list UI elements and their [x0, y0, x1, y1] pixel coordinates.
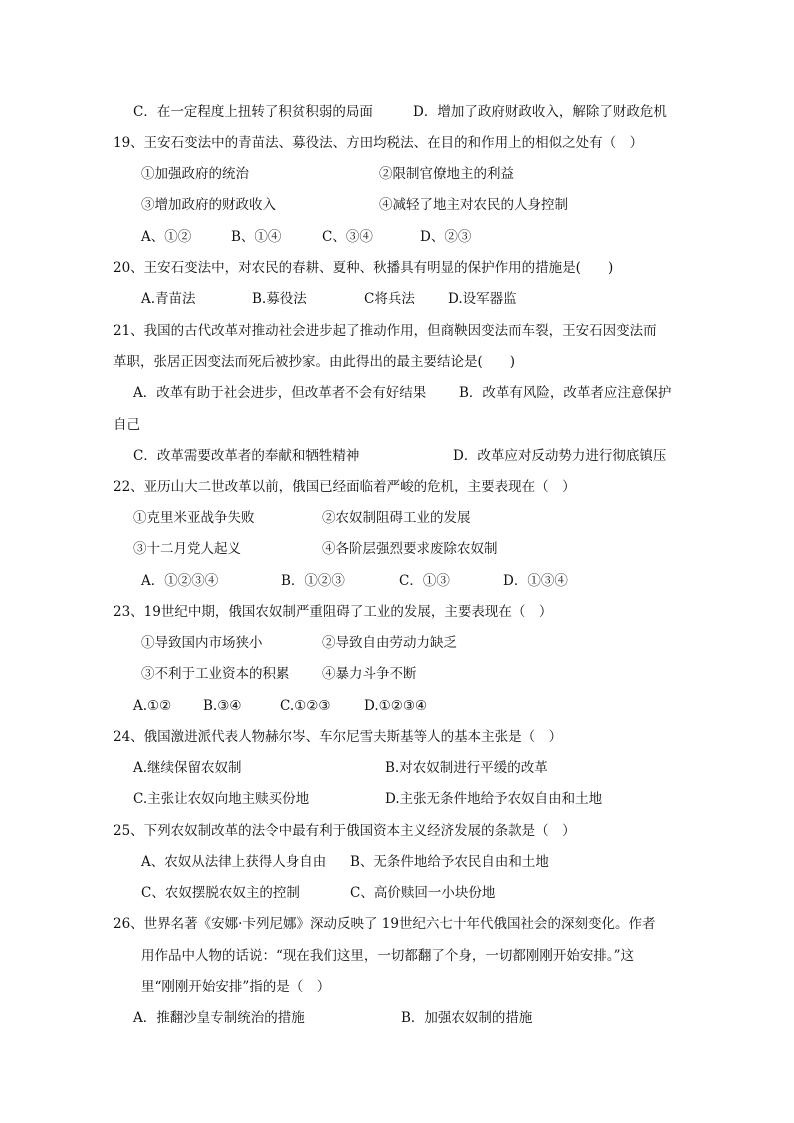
- q18-option-c: C．在一定程度上扭转了积贫积弱的局面: [133, 104, 373, 120]
- q19-item-4: ④减轻了地主对农民的人身控制: [379, 197, 568, 213]
- q19-option-a: A、①②: [141, 229, 192, 245]
- q24-stem: 24、俄国激进派代表人物赫尔岑、车尔尼雪夫斯基等人的基本主张是（ ）: [113, 729, 563, 745]
- q25-option-c: C、农奴摆脱农奴主的控制: [141, 885, 300, 901]
- q23-option-c: C.①②③: [280, 698, 331, 714]
- q19-option-b: B、①④: [231, 229, 282, 245]
- q22-option-b: B．①②③: [281, 573, 345, 589]
- q25-option-b: B、无条件地给予农民自由和土地: [350, 854, 549, 870]
- q21-option-b-cont: 自己: [113, 417, 140, 433]
- q21-option-a: A．改革有助于社会进步，但改革者不会有好结果: [133, 385, 427, 401]
- q21-option-c: C．改革需要改革者的奉献和牺牲精神: [133, 448, 360, 464]
- q23-item-3: ③不利于工业资本的积累: [141, 666, 290, 682]
- q21-option-b: B．改革有风险，改革者应注意保护: [459, 385, 672, 401]
- q24-option-b: B.对农奴制进行平缓的改革: [385, 760, 548, 776]
- q22-option-d: D．①③④: [503, 573, 568, 589]
- q21-stem-line-1: 21、我国的古代改革对推动社会进步起了推动作用，但商鞅因变法而车裂，王安石因变法而: [113, 323, 657, 339]
- q26-stem-line-1: 26、世界名著《安娜·卡列尼娜》深动反映了 19世纪六七十年代俄国社会的深刻变化。作者: [113, 916, 656, 932]
- q23-item-4: ④暴力斗争不断: [322, 666, 417, 682]
- q19-option-c: C、③④: [322, 229, 373, 245]
- q23-stem: 23、19世纪中期，俄国农奴制严重阻碍了工业的发展，主要表现在（ ）: [113, 604, 553, 620]
- q21-stem-line-2: 革职，张居正因变法而死后被抄家。由此得出的最主要结论是( ): [113, 354, 516, 370]
- q19-stem: 19、王安石变法中的青苗法、募役法、方田均税法、在目的和作用上的相似之处有（ ）: [113, 135, 644, 151]
- q23-option-b: B.③④: [203, 698, 242, 714]
- q22-item-1: ①克里米亚战争失败: [133, 510, 255, 526]
- q21-option-d: D．改革应对反动势力进行彻底镇压: [453, 448, 667, 464]
- q20-option-a: A.青苗法: [141, 291, 196, 307]
- q20-option-c: C将兵法: [364, 291, 415, 307]
- q20-stem: 20、王安石变法中，对农民的春耕、夏种、秋播具有明显的保护作用的措施是( ): [113, 260, 614, 276]
- q24-option-a: A.继续保留农奴制: [133, 760, 242, 776]
- q22-item-3: ③十二月党人起义: [133, 541, 241, 557]
- q23-option-a: A.①②: [133, 698, 172, 714]
- q22-stem: 22、亚历山大二世改革以前，俄国已经面临着严峻的危机，主要表现在（ ）: [113, 479, 576, 495]
- q22-option-c: C．①③: [399, 573, 450, 589]
- q23-option-d: D.①②③④: [364, 698, 428, 714]
- q22-item-2: ②农奴制阻碍工业的发展: [322, 510, 471, 526]
- q18-option-d: D．增加了政府财政收入，解除了财政危机: [413, 104, 667, 120]
- q25-option-a: A、农奴从法律上获得人身自由: [141, 854, 327, 870]
- q26-option-a: A．推翻沙皇专制统治的措施: [133, 1010, 305, 1026]
- q19-item-2: ②限制官僚地主的利益: [379, 166, 514, 182]
- q20-option-d: D.设军器监: [448, 291, 517, 307]
- q23-item-1: ①导致国内市场狭小: [141, 635, 263, 651]
- q26-stem-line-2: 用作品中人物的话说：“现在我们这里，一切都翻了个身，一切都刚刚开始安排。”这: [141, 948, 635, 964]
- q19-option-d: D、②③: [420, 229, 472, 245]
- q22-item-4: ④各阶层强烈要求废除农奴制: [322, 541, 498, 557]
- q25-stem: 25、下列农奴制改革的法令中最有利于俄国资本主义经济发展的条款是（ ）: [113, 823, 576, 839]
- q24-option-c: C.主张让农奴向地主赎买份地: [133, 791, 310, 807]
- q22-option-a: A．①②③④: [141, 573, 219, 589]
- q19-item-1: ①加强政府的统治: [141, 166, 249, 182]
- q19-item-3: ③增加政府的财政收入: [141, 197, 276, 213]
- q20-option-b: B.募役法: [252, 291, 307, 307]
- q24-option-d: D.主张无条件地给予农奴自由和土地: [385, 791, 603, 807]
- q23-item-2: ②导致自由劳动力缺乏: [322, 635, 457, 651]
- q25-option-d: C、高价赎回一小块份地: [350, 885, 496, 901]
- q26-stem-line-3: 里“刚刚开始安排”指的是（ ）: [141, 979, 331, 995]
- q26-option-b: B．加强农奴制的措施: [401, 1010, 533, 1026]
